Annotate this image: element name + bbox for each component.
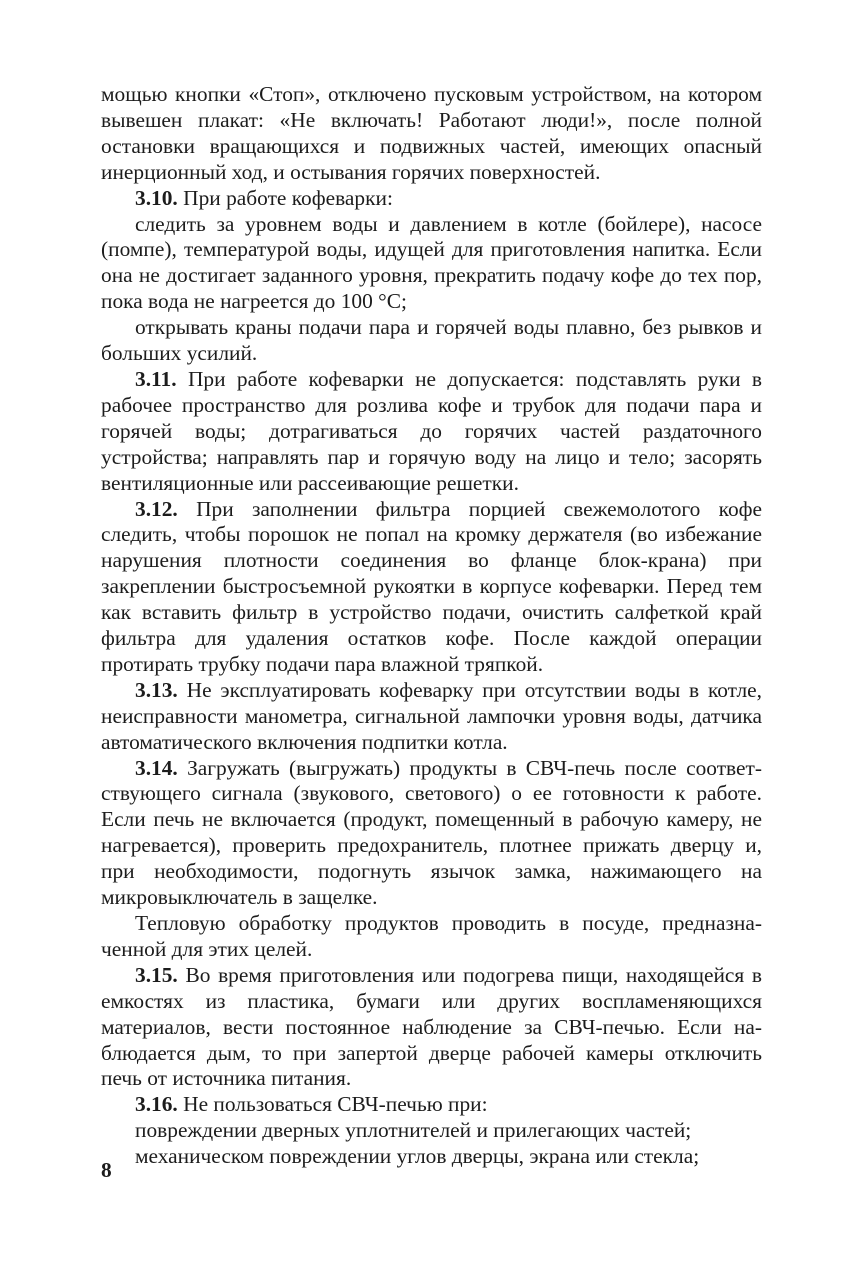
paragraph-text: Загружать (выгружать) продукты в СВЧ-печь после соответствующего сигнала (звукового, светового) о ее готовности к работе. Если печь не включается (продукт, помещенный в рабочую камеру, не нагревается), проверить предохранитель, плотнее прижать дверцу и, при необходимости, подогнуть язычок замка, нажимающего на микровыключатель в защелке. — [101, 755, 762, 910]
section-number: 3.10. — [135, 185, 178, 210]
section-number: 3.12. — [135, 496, 178, 521]
paragraph-text: открывать краны подачи пара и горячей воды плавно, без рывков и больших усилий. — [101, 315, 762, 366]
paragraph-text: мощью кнопки «Стоп», отключено пусковым устройством, на котором вывешен плакат: «Не включать! Работают люди!», после полной остановки вращающихся и подвижных частей, имеющих опасный инерционный ход, и остывания горячих поверхностей. — [101, 82, 762, 184]
paragraph-continuation — [101, 82, 762, 186]
paragraph-text: Не пользоваться СВЧ-печью при: — [183, 1092, 488, 1117]
section-number: 3.16. — [135, 1092, 178, 1117]
paragraph-3-10 — [101, 186, 762, 212]
page-number: 8 — [101, 1158, 112, 1182]
section-number: 3.13. — [135, 677, 178, 702]
paragraph-text: При работе кофеварки не допускается: подставлять руки в рабочее пространство для розлива кофе и трубок для подачи пара и горячей воды; дотрагиваться до горячих частей раздаточного устройства; направлять пар и горячую воду на лицо и тело; засорять вентиляционные или рассеивающие решетки. — [101, 366, 762, 495]
section-number: 3.14. — [135, 755, 178, 780]
paragraph-3-11 — [101, 367, 762, 497]
list-item — [101, 315, 762, 367]
paragraph-text: При заполнении фильтра порцией свежемолотого кофе следить, чтобы порошок не попал на кромку держателя (во избежание нарушения плотности соединения во фланце блок-крана) при закреплении быстросъемной рукоятки в корпусе кофеварки. Перед тем как вставить фильтр в устройство подачи, очистить салфеткой край фильтра для удаления остатков кофе. После каждой операции протирать трубку подачи пара влажной тряпкой. — [101, 496, 762, 676]
paragraph-3-16 — [101, 1092, 762, 1118]
paragraph-3-14 — [101, 756, 762, 911]
section-number: 3.11. — [135, 366, 177, 391]
list-item — [101, 1144, 762, 1170]
paragraph-text: Не эксплуатировать кофеварку при отсутствии воды в котле, неисправности манометра, сигнальной лампочки уровня воды, датчика автоматического включения подпитки котла. — [101, 677, 762, 754]
paragraph-text: повреждении дверных уплотнителей и прилегающих частей; — [135, 1118, 692, 1143]
paragraph-text: При работе кофеварки: — [183, 185, 393, 210]
paragraph-text: механическом повреждении углов дверцы, экрана или стекла; — [135, 1144, 700, 1169]
paragraph-3-15 — [101, 963, 762, 1093]
paragraph-text: Тепловую обработку продуктов проводить в посуде, предназначенной для этих целей. — [101, 911, 762, 961]
paragraph-text: следить за уровнем воды и давлением в котле (бойлере), насосе (помпе), температурой воды, идущей для приготовления напитка. Если она не достигает заданного уровня, прекратить подачу кофе до тех пор, пока вода не нагреется до 100 °С; — [101, 211, 762, 314]
section-number: 3.15. — [135, 962, 178, 987]
document-page — [101, 82, 762, 1170]
list-item — [101, 1118, 762, 1144]
list-item — [101, 212, 762, 316]
paragraph-text: Во время приготовления или подогрева пищи, находящейся в емкостях из пластика, бумаги или других воспламеняющихся материалов, вести постоянное наблюдение за СВЧ-печью. Если наблюдается дым, то при запертой дверце рабочей камеры отключить печь от источника питания. — [101, 962, 762, 1091]
paragraph-plain — [101, 911, 762, 963]
paragraph-3-12 — [101, 497, 762, 678]
paragraph-3-13 — [101, 678, 762, 756]
